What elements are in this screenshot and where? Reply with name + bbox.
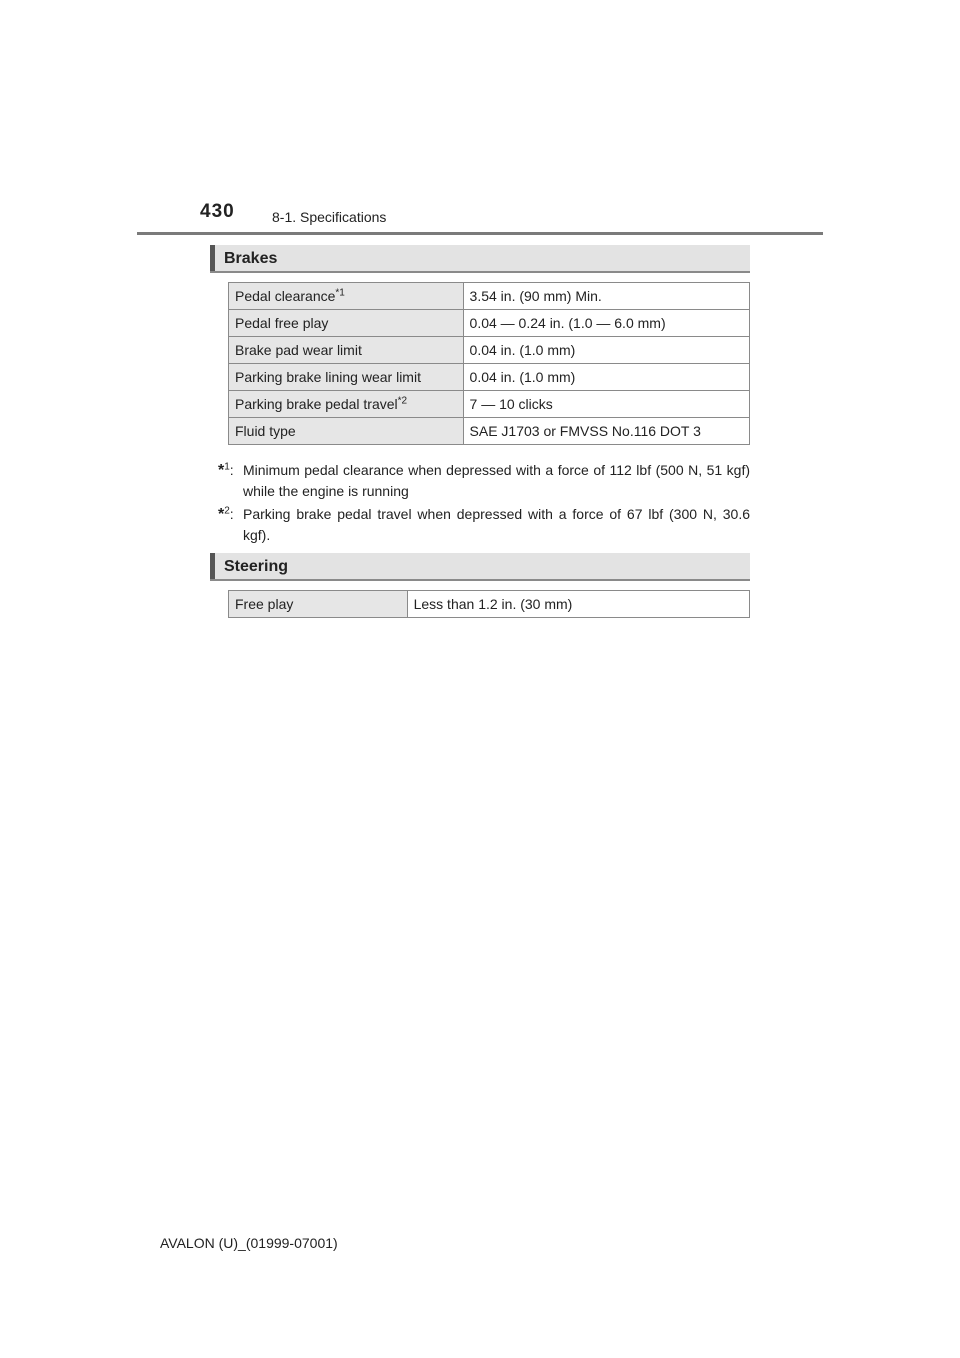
footnote-ref: *1 [335, 287, 345, 299]
table-row [229, 337, 750, 364]
spec-label [229, 283, 464, 310]
page-number: 430 [200, 201, 235, 222]
spec-value: Less than 1.2 in. (30 mm) [407, 591, 749, 618]
spec-value: 0.04 in. (1.0 mm) [463, 364, 749, 391]
brakes-heading [210, 245, 750, 273]
steering-spec-table [228, 590, 750, 618]
spec-label-text: Parking brake pedal travel [235, 396, 398, 412]
table-row [229, 364, 750, 391]
spec-label [229, 391, 464, 418]
spec-value: 3.54 in. (90 mm) Min. [463, 283, 749, 310]
spec-label-text: Pedal clearance [235, 288, 336, 304]
table-row [229, 310, 750, 337]
spec-label: Brake pad wear limit [229, 337, 464, 364]
footnote-ref: *2 [397, 395, 408, 407]
footnote-marker: *$^1$: [218, 461, 234, 479]
steering-heading [210, 553, 750, 581]
spec-value: SAE J1703 or FMVSS No.116 DOT 3 [463, 418, 749, 445]
spec-value: 0.04 in. (1.0 mm) [463, 337, 749, 364]
heading-accent-bar [210, 245, 215, 271]
table-row [229, 283, 750, 310]
table-row [229, 418, 750, 445]
footnote-1 [218, 460, 750, 502]
brakes-spec-table [228, 282, 750, 445]
table-row [229, 591, 750, 618]
spec-label: Fluid type [229, 418, 464, 445]
table-row [229, 391, 750, 418]
footnote-text: Minimum pedal clearance when depressed with a force of 112 lbf (500 N, 51 kgf) while the engine is running [243, 462, 750, 499]
spec-value: 0.04 — 0.24 in. (1.0 — 6.0 mm) [463, 310, 749, 337]
footnote-marker: *$^2$: [218, 505, 234, 523]
section-title: 8-1. Specifications [272, 209, 387, 225]
steering-heading-title: Steering [224, 558, 289, 575]
heading-accent-bar [210, 553, 215, 579]
footnote-text: Parking brake pedal travel when depressed with a force of 67 lbf (300 N, 30.6 kgf). [243, 506, 750, 543]
spec-label: Pedal free play [229, 310, 464, 337]
document-code: AVALON (U)_(01999-07001) [160, 1235, 338, 1251]
spec-label: Parking brake lining wear limit [229, 364, 464, 391]
footnote-2 [218, 504, 750, 546]
brakes-heading-title: Brakes [224, 250, 278, 267]
spec-label: Free play [229, 591, 408, 618]
spec-value: 7 — 10 clicks [463, 391, 749, 418]
header-divider [137, 232, 823, 235]
